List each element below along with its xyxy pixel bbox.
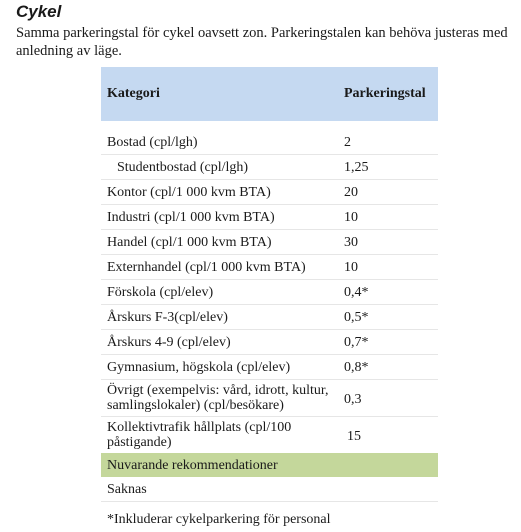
table-row — [101, 130, 438, 155]
section-heading: Cykel — [16, 2, 61, 22]
table-row — [101, 280, 438, 305]
header-parkeringstal: Parkeringstal — [338, 67, 438, 121]
table-row — [101, 155, 438, 180]
row-category: Övrigt (exempelvis: vård, idrott, kultur, samlingslokaler) (cpl/besökare) — [101, 380, 338, 417]
footnote: *Inkluderar cykelparkering för personal — [101, 502, 438, 532]
row-value: 0,8* — [338, 355, 438, 380]
table-row — [101, 205, 438, 230]
footnote-row — [101, 502, 438, 532]
row-category: Årskurs F-3(cpl/elev) — [101, 305, 338, 330]
row-category: Gymnasium, högskola (cpl/elev) — [101, 355, 338, 380]
row-value: 10 — [338, 205, 438, 230]
spacer-row — [101, 121, 438, 130]
section-value-empty-cell — [338, 477, 438, 502]
row-value: 1,25 — [338, 155, 438, 180]
table-row — [101, 417, 438, 454]
row-category: Externhandel (cpl/1 000 kvm BTA) — [101, 255, 338, 280]
section-value-row — [101, 477, 438, 502]
row-value: 10 — [338, 255, 438, 280]
row-category: Bostad (cpl/lgh) — [101, 130, 338, 155]
row-value: 2 — [338, 130, 438, 155]
row-category: Studentbostad (cpl/lgh) — [101, 155, 338, 180]
row-value: 0,5* — [338, 305, 438, 330]
table-header-row — [101, 67, 438, 121]
row-category: Förskola (cpl/elev) — [101, 280, 338, 305]
row-value: 0,4* — [338, 280, 438, 305]
table-row — [101, 380, 438, 417]
table-row — [101, 255, 438, 280]
row-value: 30 — [338, 230, 438, 255]
row-category: Kontor (cpl/1 000 kvm BTA) — [101, 180, 338, 205]
table-row — [101, 180, 438, 205]
row-value: 15 — [338, 417, 438, 454]
table-row — [101, 305, 438, 330]
row-category: Kollektivtrafik hållplats (cpl/100 påstigande) — [101, 417, 338, 454]
section-label: Nuvarande rekommendationer — [101, 453, 338, 477]
intro-paragraph: Samma parkeringstal för cykel oavsett zon. Parkeringstalen kan behöva justeras med anledning av läge. — [16, 24, 516, 60]
table-row — [101, 355, 438, 380]
row-category: Årskurs 4-9 (cpl/elev) — [101, 330, 338, 355]
row-value: 0,3 — [338, 380, 438, 417]
row-category: Handel (cpl/1 000 kvm BTA) — [101, 230, 338, 255]
table-row — [101, 230, 438, 255]
row-value: 0,7* — [338, 330, 438, 355]
table-row — [101, 330, 438, 355]
row-value: 20 — [338, 180, 438, 205]
header-kategori: Kategori — [101, 67, 338, 121]
section-value: Saknas — [101, 477, 338, 502]
section-empty-cell — [338, 453, 438, 477]
row-category: Industri (cpl/1 000 kvm BTA) — [101, 205, 338, 230]
parking-table — [101, 67, 438, 532]
section-row — [101, 453, 438, 477]
